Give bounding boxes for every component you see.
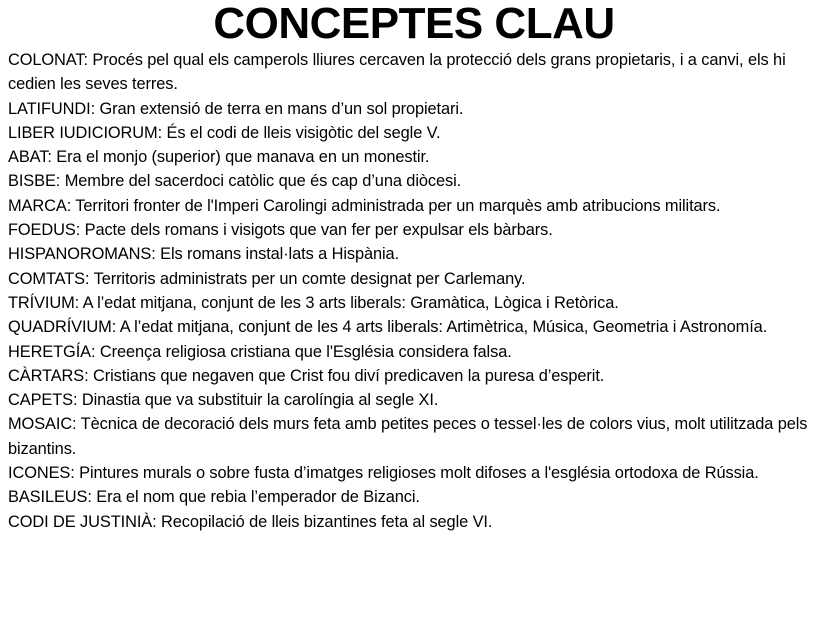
list-item-liber-iudiciorum: LIBER IUDICIORUM: És el codi de lleis visigòtic del segle V. <box>8 123 441 142</box>
list-item-latifundi: LATIFUNDI: Gran extensió de terra en mans d’un sol propietari. <box>8 99 464 118</box>
page-title: CONCEPTES CLAU <box>213 0 615 48</box>
list-item-quadrivium: QUADRÍVIUM: A l’edat mitjana, conjunt de les 4 arts liberals: Artimètrica, Música, Geometria i Astronomía. <box>8 318 768 337</box>
list-item-icones: ICONES: Pintures murals o sobre fusta d’imatges religioses molt difoses a l'església ortodoxa de Rússia. <box>8 464 759 483</box>
list-item-mosaic: MOSAIC: Tècnica de decoració dels murs feta amb petites peces o tessel·les de colors vius, molt utilitzada pels bizantins. <box>8 415 808 458</box>
list-item-capets: CAPETS: Dinastia que va substituir la carolíngia al segle XI. <box>8 391 439 410</box>
list-item-colonat: COLONAT: Procés pel qual els camperols lliures cercaven la protecció dels grans propietaris, i a canvi, els hi cedien les seves terres. <box>8 51 786 94</box>
list-item-bisbe: BISBE: Membre del sacerdoci catòlic que és cap d’una diòcesi. <box>8 172 462 191</box>
list-item-codi-de-justinia: CODI DE JUSTINIÀ: Recopilació de lleis bizantines feta al segle VI. <box>8 512 493 531</box>
list-item-marca: MARCA: Territori fronter de l'Imperi Carolingi administrada per un marquès amb atribucions militars. <box>8 196 721 215</box>
list-item-hispanoromans: HISPANOROMANS: Els romans instal·lats a Hispània. <box>8 245 400 264</box>
list-item-comtats: COMTATS: Territoris administrats per un comte designat per Carlemany. <box>8 269 526 288</box>
list-item-abat: ABAT: Era el monjo (superior) que manava en un monestir. <box>8 148 430 167</box>
list-item-heretgia: HERETGÍA: Creença religiosa cristiana que l'Església considera falsa. <box>8 342 512 361</box>
concepts-list <box>8 48 820 534</box>
list-item-trivium: TRÍVIUM: A l’edat mitjana, conjunt de les 3 arts liberals: Gramàtica, Lògica i Retòrica. <box>8 293 619 312</box>
list-item-basileus: BASILEUS: Era el nom que rebia l’emperador de Bizanci. <box>8 488 420 507</box>
list-item-cartars: CÀRTARS: Cristians que negaven que Crist fou diví predicaven la puresa d’esperit. <box>8 366 605 385</box>
list-item-foedus: FOEDUS: Pacte dels romans i visigots que van fer per expulsar els bàrbars. <box>8 221 553 240</box>
